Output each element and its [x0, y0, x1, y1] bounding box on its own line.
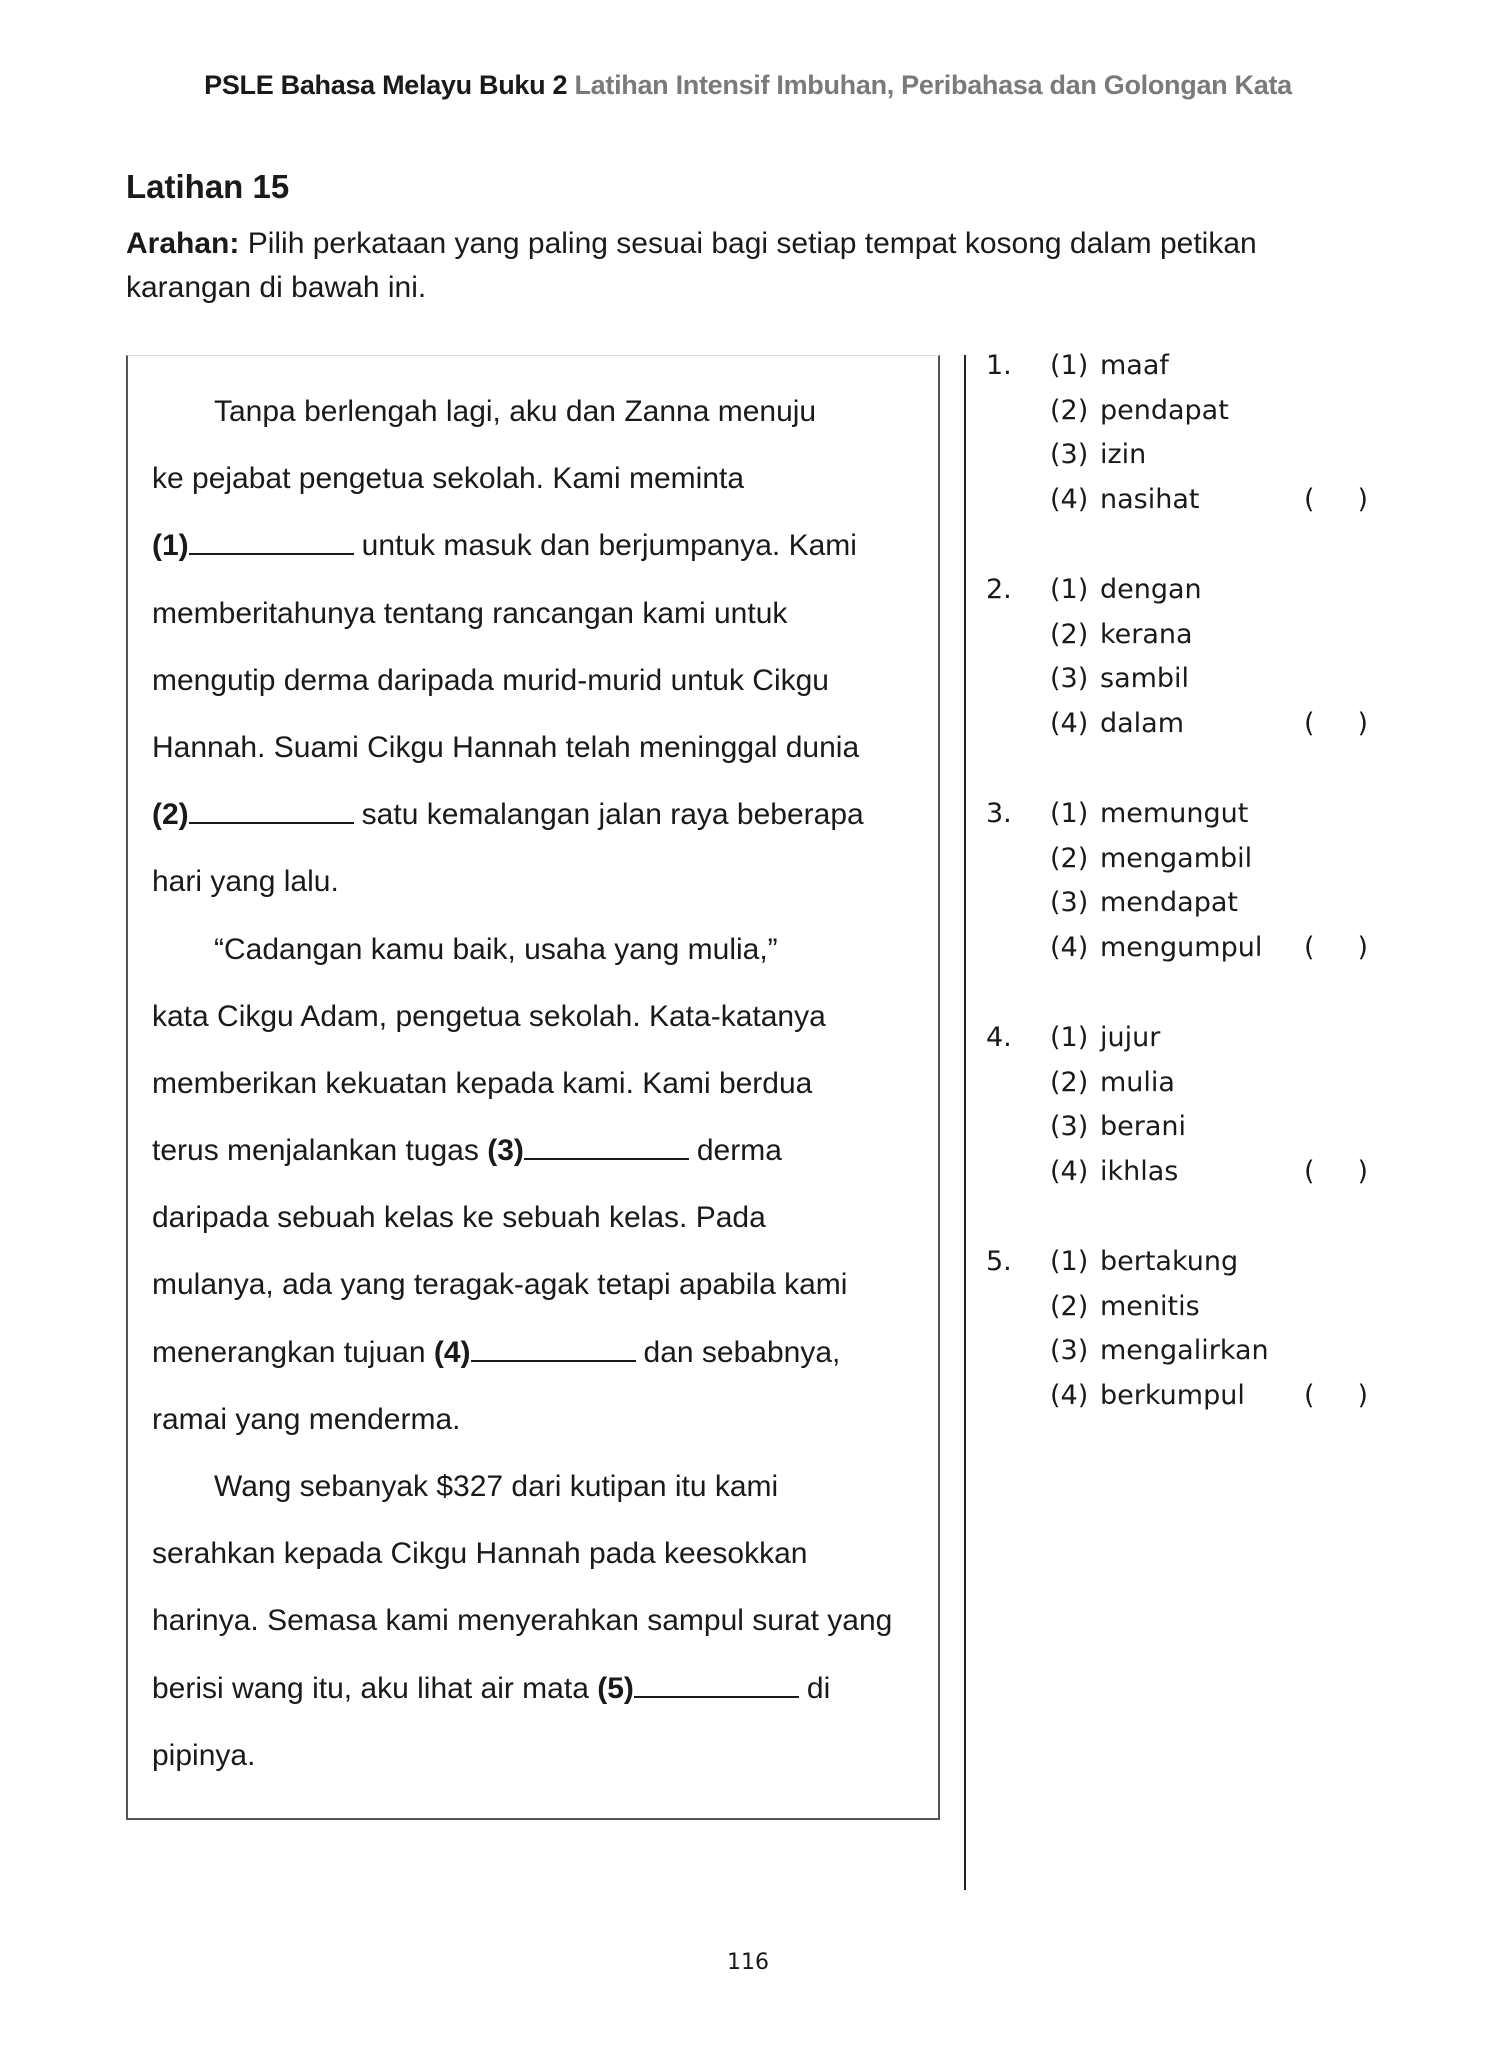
answer-bracket[interactable]: ( ) — [1304, 931, 1368, 963]
option-3 — [1050, 887, 1238, 918]
passage-line — [152, 378, 922, 445]
blank-3[interactable] — [524, 1132, 689, 1160]
passage-text-segment: mengutip derma daripada murid-murid untuk Cikgu — [152, 663, 829, 697]
option-label: (2) — [1050, 842, 1089, 874]
option-4 — [1050, 708, 1184, 739]
column-divider — [964, 355, 966, 1890]
option-4 — [1050, 932, 1262, 963]
option-label: (2) — [1050, 618, 1089, 650]
passage-text — [152, 378, 922, 1789]
option-text: mengumpul — [1100, 931, 1263, 963]
option-text: berani — [1100, 1111, 1187, 1142]
option-4 — [1050, 1380, 1245, 1411]
passage-text-segment: “Cadangan kamu baik, usaha yang mulia,” — [214, 932, 778, 966]
passage-line — [152, 983, 922, 1050]
passage-text-segment: berisi wang itu, aku lihat air mata — [152, 1671, 598, 1705]
blank-number-4: (4) — [433, 1335, 471, 1369]
option-text: mengalirkan — [1100, 1335, 1269, 1366]
passage-line — [152, 1655, 922, 1722]
passage-line — [152, 1184, 922, 1251]
option-4 — [1050, 1156, 1178, 1187]
running-header — [0, 70, 1496, 101]
option-text: mulia — [1100, 1066, 1175, 1098]
passage-text-segment: untuk masuk dan berjumpanya. Kami — [361, 529, 857, 563]
option-text: bertakung — [1100, 1246, 1239, 1277]
passage-text-segment: hari yang lalu. — [152, 865, 339, 899]
option-label: (4) — [1050, 707, 1089, 739]
passage-line — [152, 1050, 922, 1117]
passage-text-segment: mulanya, ada yang teragak-agak tetapi apabila kami — [152, 1268, 848, 1302]
option-text: pendapat — [1100, 394, 1229, 426]
passage-text-segment: pipinya. — [152, 1738, 256, 1772]
passage-line — [152, 1520, 922, 1587]
page-number: 116 — [727, 1950, 769, 1975]
option-label: (3) — [1050, 887, 1089, 918]
option-3 — [1050, 1111, 1186, 1142]
passage-text-segment: serahkan kepada Cikgu Hannah pada keesokkan — [152, 1537, 808, 1571]
blank-5[interactable] — [634, 1670, 799, 1698]
option-label: (4) — [1050, 483, 1089, 515]
option-text: menitis — [1100, 1290, 1200, 1322]
passage-line — [152, 1722, 922, 1789]
passage-text-segment: daripada sebuah kelas ke sebuah kelas. Pada — [152, 1201, 766, 1235]
option-1 — [1050, 1022, 1160, 1053]
option-label: (3) — [1050, 439, 1089, 470]
question-number: 4. — [986, 1022, 1012, 1053]
passage-line — [152, 647, 922, 714]
passage-text-segment: Wang sebanyak $327 dari kutipan itu kami — [214, 1470, 779, 1503]
blank-number-1: (1) — [152, 529, 189, 563]
option-text: ikhlas — [1100, 1155, 1179, 1187]
option-text: maaf — [1100, 350, 1169, 381]
passage-box — [126, 355, 940, 1820]
option-label: (4) — [1050, 931, 1089, 963]
option-3 — [1050, 439, 1146, 470]
passage-text-segment: Tanpa berlengah lagi, aku dan Zanna menuju — [214, 395, 817, 428]
question-number: 1. — [986, 350, 1012, 381]
option-2 — [1050, 1067, 1175, 1098]
blank-4[interactable] — [471, 1334, 636, 1362]
passage-text-segment: ramai yang menderma. — [152, 1402, 461, 1436]
option-text: mendapat — [1100, 887, 1238, 918]
question-number: 2. — [986, 574, 1012, 605]
option-2 — [1050, 395, 1229, 426]
answer-bracket[interactable]: ( ) — [1304, 1379, 1368, 1411]
option-label: (1) — [1050, 1246, 1089, 1277]
option-2 — [1050, 1291, 1200, 1322]
passage-text-segment: satu kemalangan jalan raya beberapa — [361, 798, 864, 832]
passage-text-segment: dan sebabnya, — [643, 1335, 841, 1369]
passage-line — [152, 781, 922, 848]
option-1 — [1050, 798, 1248, 829]
question-number: 3. — [986, 798, 1012, 829]
blank-number-3: (3) — [487, 1134, 524, 1168]
option-label: (1) — [1050, 350, 1089, 381]
option-label: (1) — [1050, 1022, 1089, 1053]
passage-line — [152, 848, 922, 915]
passage-line — [152, 714, 922, 781]
passage-line — [152, 1251, 922, 1318]
option-2 — [1050, 843, 1252, 874]
passage-text-segment: Hannah. Suami Cikgu Hannah telah meninggal dunia — [152, 730, 860, 764]
option-text: jujur — [1100, 1022, 1161, 1053]
instruction-text: Pilih perkataan yang paling sesuai bagi setiap tempat kosong dalam petikan karangan di bawah ini. — [126, 227, 1257, 304]
passage-line — [152, 580, 922, 647]
passage-line — [152, 1453, 922, 1520]
passage-line — [152, 1117, 922, 1184]
option-text: dalam — [1100, 707, 1185, 739]
question-number: 5. — [986, 1246, 1012, 1277]
passage-text-segment: menerangkan tujuan — [152, 1335, 434, 1369]
blank-number-5: (5) — [597, 1671, 634, 1705]
option-1 — [1050, 1246, 1238, 1277]
exercise-title: Latihan 15 — [126, 168, 290, 205]
option-3 — [1050, 663, 1189, 694]
answer-bracket[interactable]: ( ) — [1304, 483, 1368, 515]
option-text: berkumpul — [1100, 1379, 1245, 1411]
option-text: dengan — [1100, 574, 1202, 605]
passage-text-segment: derma — [696, 1134, 782, 1168]
passage-line — [152, 1319, 922, 1386]
passage-text-segment: harinya. Semasa kami menyerahkan sampul surat yang — [152, 1604, 893, 1638]
option-text: memungut — [1100, 798, 1249, 829]
option-label: (3) — [1050, 1111, 1089, 1142]
option-label: (3) — [1050, 1335, 1089, 1366]
book-title: PSLE Bahasa Melayu Buku 2 — [204, 70, 568, 100]
option-4 — [1050, 484, 1199, 515]
option-label: (2) — [1050, 1290, 1089, 1322]
option-1 — [1050, 574, 1202, 605]
passage-text-segment: terus menjalankan tugas — [152, 1134, 488, 1168]
passage-line — [152, 512, 922, 579]
book-subtitle: Latihan Intensif Imbuhan, Peribahasa dan Golongan Kata — [574, 70, 1292, 100]
option-label: (2) — [1050, 1066, 1089, 1098]
instruction-label: Arahan: — [126, 227, 240, 260]
option-2 — [1050, 619, 1193, 650]
passage-line — [152, 1587, 922, 1654]
passage-line — [152, 445, 922, 512]
option-label: (4) — [1050, 1379, 1089, 1411]
option-text: mengambil — [1100, 842, 1253, 874]
passage-text-segment: memberikan kekuatan kepada kami. Kami berdua — [152, 1066, 813, 1100]
option-text: kerana — [1100, 618, 1193, 650]
option-text: nasihat — [1100, 483, 1200, 515]
option-label: (2) — [1050, 394, 1089, 426]
passage-line — [152, 916, 922, 983]
passage-text-segment: ke pejabat pengetua sekolah. Kami meminta — [152, 462, 745, 496]
passage-text-segment: memberitahunya tentang rancangan kami untuk — [152, 596, 788, 630]
blank-2[interactable] — [189, 796, 354, 824]
option-text: izin — [1100, 439, 1147, 470]
option-label: (1) — [1050, 574, 1089, 605]
passage-line — [152, 1386, 922, 1453]
blank-number-2: (2) — [152, 798, 189, 832]
option-text: sambil — [1100, 663, 1190, 694]
answer-bracket[interactable]: ( ) — [1304, 707, 1368, 739]
blank-1[interactable] — [189, 527, 354, 555]
passage-text-segment: kata Cikgu Adam, pengetua sekolah. Kata-katanya — [152, 999, 826, 1033]
option-label: (1) — [1050, 798, 1089, 829]
option-label: (3) — [1050, 663, 1089, 694]
option-label: (4) — [1050, 1155, 1089, 1187]
option-1 — [1050, 350, 1169, 381]
passage-text-segment: di — [806, 1671, 831, 1705]
instruction — [126, 222, 1356, 310]
answer-bracket[interactable]: ( ) — [1304, 1155, 1368, 1187]
option-3 — [1050, 1335, 1269, 1366]
